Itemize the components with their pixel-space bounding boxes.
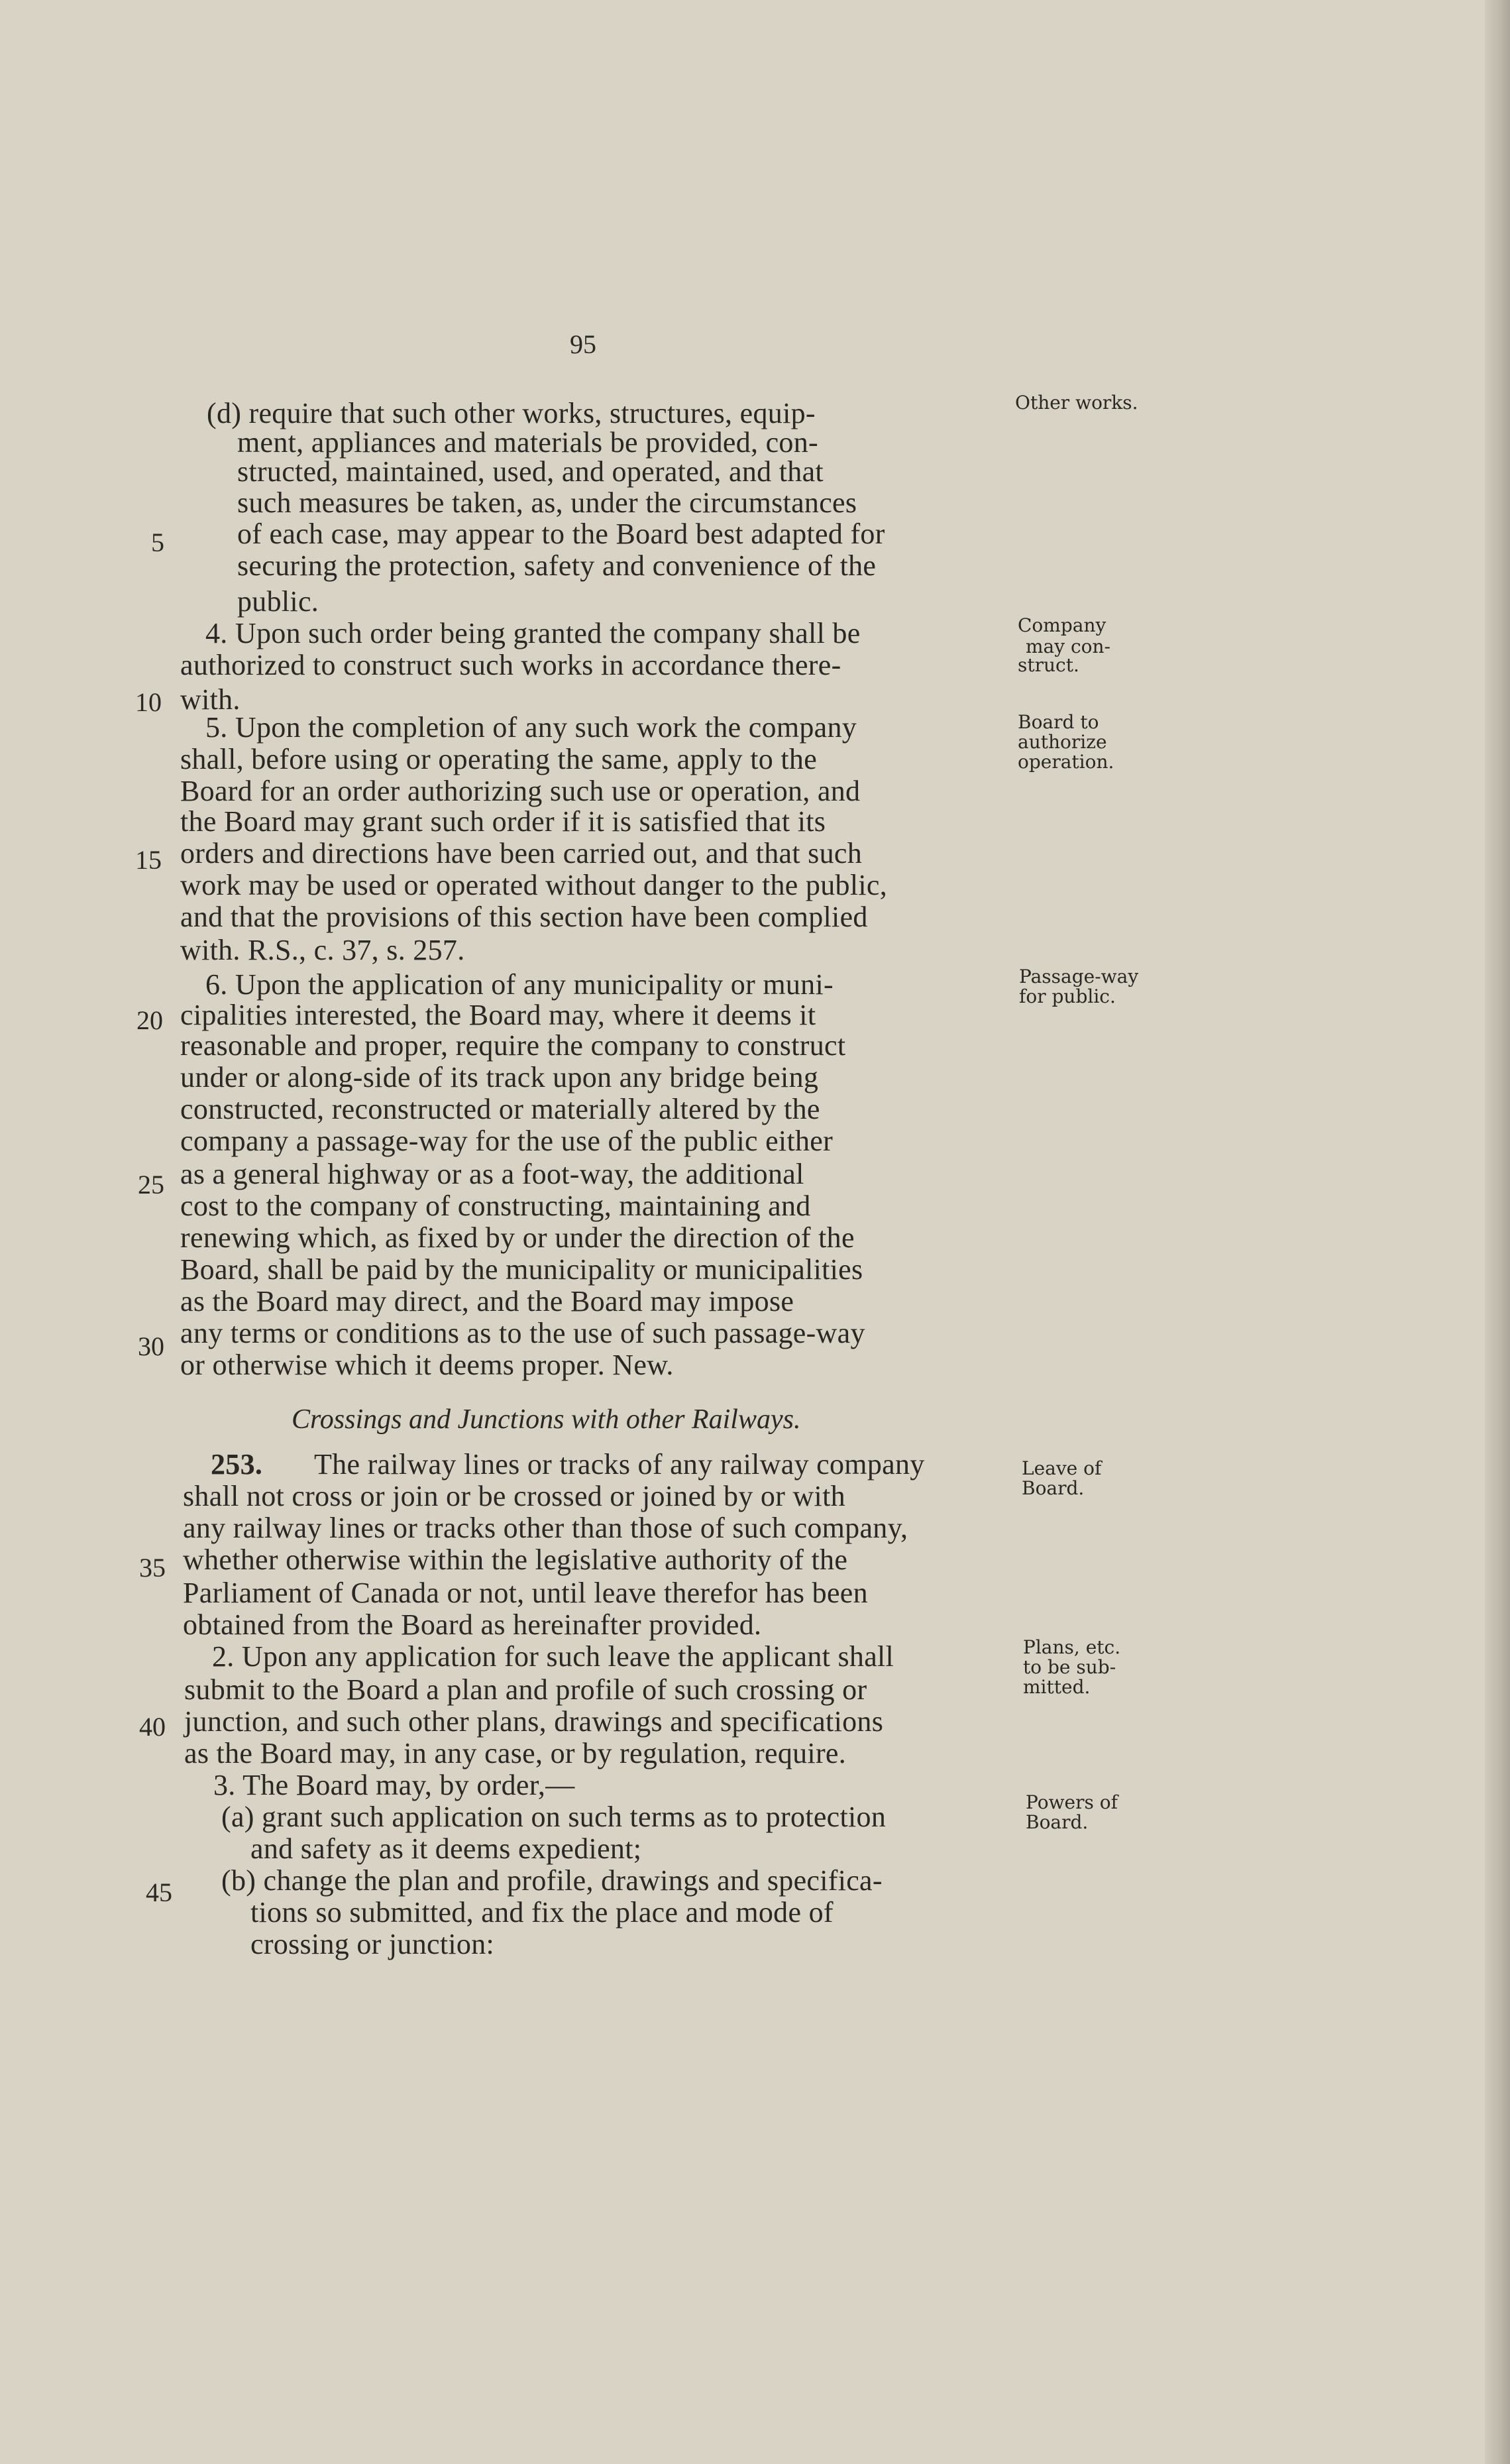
marginal-note: for public. bbox=[1019, 985, 1116, 1007]
line-number: 5 bbox=[151, 528, 164, 557]
marginal-note: Other works. bbox=[1015, 392, 1138, 414]
marginal-note: operation. bbox=[1018, 751, 1114, 773]
text-line: The railway lines or tracks of any railway company bbox=[314, 1448, 925, 1481]
line-number: 45 bbox=[146, 1877, 172, 1907]
text-line: (d) require that such other works, structures, equip- bbox=[207, 397, 816, 429]
line-number: 30 bbox=[138, 1331, 164, 1361]
text-line: as the Board may direct, and the Board may impose bbox=[180, 1285, 794, 1317]
page-number: 95 bbox=[570, 329, 596, 359]
text-line: submit to the Board a plan and profile of such crossing or bbox=[184, 1673, 867, 1706]
marginal-note: Board to bbox=[1018, 711, 1099, 733]
text-line: tions so submitted, and fix the place and mode of bbox=[250, 1896, 834, 1929]
text-line: under or along-side of its track upon any bridge being bbox=[180, 1061, 819, 1093]
text-line: 6. Upon the application of any municipality or muni- bbox=[205, 968, 834, 1001]
text-line: orders and directions have been carried out, and that such bbox=[180, 837, 863, 869]
line-number: 15 bbox=[135, 845, 162, 875]
section-heading: Crossings and Junctions with other Railways. bbox=[292, 1404, 801, 1435]
text-line: securing the protection, safety and convenience of the bbox=[237, 549, 877, 582]
text-line: public. bbox=[237, 585, 319, 618]
text-line: crossing or junction: bbox=[250, 1928, 495, 1960]
text-line: shall, before using or operating the same, apply to the bbox=[180, 743, 818, 775]
text-line: authorized to construct such works in accordance there- bbox=[180, 649, 841, 681]
text-line: with. bbox=[180, 683, 241, 716]
text-line: the Board may grant such order if it is satisfied that its bbox=[180, 805, 826, 838]
text-line: structed, maintained, used, and operated, and that bbox=[237, 455, 824, 488]
text-line: with. R.S., c. 37, s. 257. bbox=[180, 934, 465, 966]
page-edge bbox=[1485, 0, 1510, 2464]
line-number: 10 bbox=[135, 687, 162, 717]
marginal-note: Leave of bbox=[1022, 1457, 1102, 1479]
text-line: (a) grant such application on such terms as to protection bbox=[221, 1801, 887, 1833]
text-line: ment, appliances and materials be provided, con- bbox=[237, 426, 818, 459]
text-line: as the Board may, in any case, or by regulation, require. bbox=[184, 1737, 847, 1769]
text-line: cipalities interested, the Board may, where it deems it bbox=[180, 999, 816, 1031]
text-line: or otherwise which it deems proper. New. bbox=[180, 1349, 674, 1381]
text-line: and that the provisions of this section have been complied bbox=[180, 901, 868, 933]
text-line: Board, shall be paid by the municipality or municipalities bbox=[180, 1253, 863, 1286]
marginal-note: Board. bbox=[1022, 1477, 1085, 1499]
marginal-note: struct. bbox=[1018, 654, 1079, 676]
marginal-note: Board. bbox=[1026, 1811, 1089, 1833]
text-line: shall not cross or join or be crossed or joined by or with bbox=[183, 1480, 845, 1512]
text-line: any railway lines or tracks other than those of such company, bbox=[183, 1512, 908, 1544]
text-line: 5. Upon the completion of any such work the company bbox=[205, 711, 857, 744]
marginal-note: may con- bbox=[1026, 636, 1110, 657]
text-line: any terms or conditions as to the use of such passage-way bbox=[180, 1317, 865, 1349]
marginal-note: mitted. bbox=[1023, 1676, 1091, 1698]
text-line: work may be used or operated without danger to the public, bbox=[180, 869, 887, 901]
text-line: 2. Upon any application for such leave the applicant shall bbox=[212, 1640, 894, 1673]
text-line: 3. The Board may, by order,— bbox=[213, 1769, 575, 1801]
text-line: and safety as it deems expedient; bbox=[250, 1832, 642, 1865]
line-number: 35 bbox=[139, 1553, 166, 1583]
marginal-note: Powers of bbox=[1026, 1791, 1118, 1813]
section-number: 253. bbox=[211, 1448, 263, 1481]
text-line: junction, and such other plans, drawings and specifications bbox=[184, 1705, 884, 1738]
text-line: cost to the company of constructing, maintaining and bbox=[180, 1190, 811, 1222]
text-line: Parliament of Canada or not, until leave therefor has been bbox=[183, 1577, 868, 1609]
marginal-note: authorize bbox=[1018, 731, 1107, 753]
text-line: reasonable and proper, require the company to construct bbox=[180, 1029, 846, 1062]
text-line: (b) change the plan and profile, drawings and specifica- bbox=[221, 1864, 883, 1897]
text-line: Board for an order authorizing such use or operation, and bbox=[180, 775, 861, 807]
line-number: 20 bbox=[136, 1005, 163, 1035]
text-line: of each case, may appear to the Board best adapted for bbox=[237, 518, 885, 550]
marginal-note: Passage-way bbox=[1019, 966, 1139, 987]
marginal-note: Plans, etc. bbox=[1023, 1636, 1121, 1658]
line-number: 25 bbox=[138, 1170, 164, 1200]
text-line: 4. Upon such order being granted the company shall be bbox=[205, 617, 861, 649]
text-line: company a passage-way for the use of the public either bbox=[180, 1125, 834, 1157]
text-line: constructed, reconstructed or materially altered by the bbox=[180, 1093, 820, 1125]
text-line: whether otherwise within the legislative authority of the bbox=[183, 1543, 848, 1576]
text-line: renewing which, as fixed by or under the direction of the bbox=[180, 1221, 855, 1254]
text-line: obtained from the Board as hereinafter provided. bbox=[183, 1608, 762, 1641]
marginal-note: to be sub- bbox=[1023, 1656, 1116, 1678]
marginal-note: Company bbox=[1018, 614, 1106, 636]
text-line: as a general highway or as a foot-way, the additional bbox=[180, 1158, 804, 1190]
text-line: such measures be taken, as, under the circumstances bbox=[237, 486, 857, 519]
line-number: 40 bbox=[139, 1712, 166, 1742]
